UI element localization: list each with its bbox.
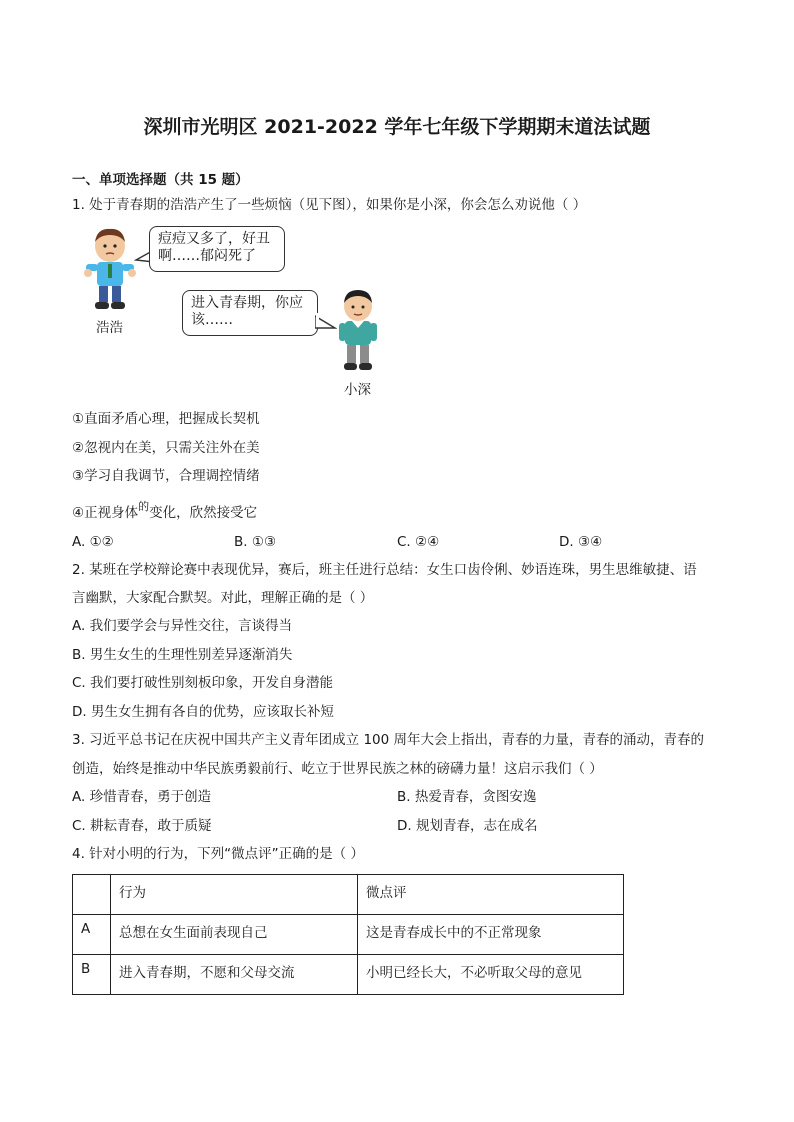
q3-stem-line1: 3. 习近平总书记在庆祝中国共产主义青年团成立 100 周年大会上指出，青春的力量，青春的涌动，青春的 (72, 732, 705, 748)
table-header-cell: 行为 (111, 875, 358, 915)
bubble-tail-mask (316, 313, 319, 325)
q1-statement-1: ①直面矛盾心理，把握成长契机 (72, 411, 260, 427)
q4-table (72, 874, 624, 995)
boy-xiaoshen-name: 小深 (344, 382, 371, 398)
table-cell: B (73, 955, 111, 995)
q1-option-a: A. ①② (72, 534, 114, 550)
table-header-cell (73, 875, 111, 915)
q1-statement-2: ②忽视内在美，只需关注外在美 (72, 440, 260, 456)
q1-statement-4-sup: 的 (138, 500, 150, 513)
boy-haohao-illustration (84, 226, 136, 316)
q1-option-b: B. ①③ (234, 534, 277, 550)
speech-xiaoshen-line1: 进入青春期，你应 (191, 295, 303, 311)
speech-haohao-line1: 痘痘又多了，好丑 (158, 231, 270, 247)
section-heading: 一、单项选择题（共 15 题） (72, 172, 249, 188)
q1-statement-4-suffix: 变化，欣然接受它 (149, 505, 258, 521)
q2-stem-line1: 2. 某班在学校辩论赛中表现优异，赛后，班主任进行总结：女生口齿伶俐、妙语连珠，男生思维敏捷、语 (72, 562, 697, 578)
q1-statement-4 (72, 500, 258, 523)
q2-option-b: B. 男生女生的生理性别差异逐渐消失 (72, 647, 293, 663)
speech-bubble-xiaoshen (182, 290, 318, 336)
q3-option-c: C. 耕耘青春，敢于质疑 (72, 818, 212, 834)
q1-statement-4-prefix: ④正视身体 (72, 505, 139, 521)
q3-option-a: A. 珍惜青春，勇于创造 (72, 789, 212, 805)
q1-option-c: C. ②④ (397, 534, 440, 550)
q2-option-c: C. 我们要打破性别刻板印象，开发自身潜能 (72, 675, 334, 691)
table-header-cell: 微点评 (358, 875, 624, 915)
q1-statement-3: ③学习自我调节，合理调控情绪 (72, 468, 260, 484)
q4-stem: 4. 针对小明的行为，下列“微点评”正确的是（ ） (72, 846, 364, 862)
table-cell: A (73, 915, 111, 955)
table-cell: 小明已经长大，不必听取父母的意见 (358, 955, 624, 995)
table-row (73, 955, 624, 995)
q2-stem-line2: 言幽默，大家配合默契。对此，理解正确的是（ ） (72, 590, 374, 606)
q2-option-d: D. 男生女生拥有各自的优势，应该取长补短 (72, 704, 334, 720)
table-header-row (73, 875, 624, 915)
q1-option-d: D. ③④ (559, 534, 603, 550)
q1-stem: 1. 处于青春期的浩浩产生了一些烦恼（见下图），如果你是小深，你会怎么劝说他（ ） (72, 197, 587, 213)
q3-stem-line2: 创造，始终是推动中华民族勇毅前行、屹立于世界民族之林的磅礴力量！这启示我们（ ） (72, 761, 603, 777)
table-cell: 总想在女生面前表现自己 (111, 915, 358, 955)
table-cell: 进入青春期，不愿和父母交流 (111, 955, 358, 995)
page-title: 深圳市光明区 2021-2022 学年七年级下学期期末道法试题 (143, 116, 651, 138)
boy-xiaoshen-illustration (336, 288, 380, 376)
q3-option-b: B. 热爱青春，贪图安逸 (397, 789, 537, 805)
table-row (73, 915, 624, 955)
speech-xiaoshen-line2: 该…… (191, 312, 233, 328)
q2-option-a: A. 我们要学会与异性交往，言谈得当 (72, 618, 293, 634)
speech-bubble-haohao (149, 226, 285, 272)
q3-option-d: D. 规划青春，志在成名 (397, 818, 538, 834)
boy-haohao-name: 浩浩 (96, 320, 123, 336)
speech-haohao-line2: 啊……郁闷死了 (158, 248, 256, 264)
table-cell: 这是青春成长中的不正常现象 (358, 915, 624, 955)
